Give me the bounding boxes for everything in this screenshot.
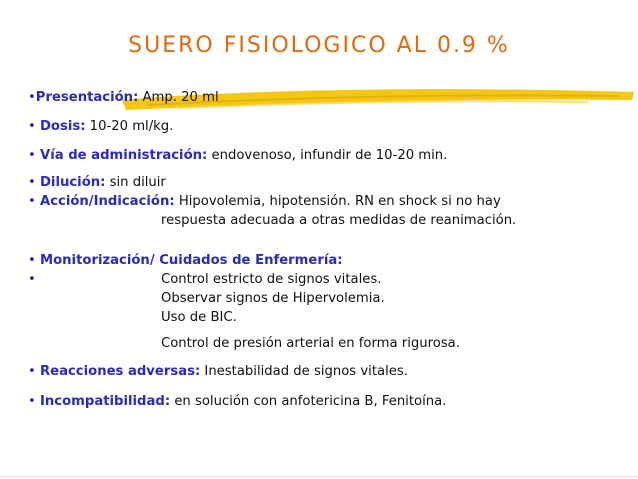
dosis-value: 10-20 ml/kg.: [85, 119, 174, 134]
monitorizacion-bullet: [28, 271, 36, 288]
monitorizacion-line: Uso de BIC.: [161, 310, 237, 325]
accion-value: Hipovolemia, hipotensión. RN en shock si no hay: [174, 194, 501, 209]
accion-key: Acción/Indicación:: [39, 194, 175, 209]
item-dosis: [28, 118, 173, 135]
reacciones-value: Inestabilidad de signos vitales.: [200, 364, 408, 379]
item-via: [28, 147, 447, 164]
bullet-icon: •: [28, 394, 36, 409]
incompatibilidad-key: Incompatibilidad:: [39, 394, 171, 409]
presentacion-key: Presentación:: [35, 90, 139, 105]
bullet-icon: •: [28, 364, 36, 379]
item-incompatibilidad: [28, 393, 446, 410]
slide-title: SUERO FISIOLOGICO AL 0.9 %: [128, 33, 510, 58]
reacciones-key: Reacciones adversas:: [39, 364, 201, 379]
item-presentacion: [28, 89, 219, 106]
via-key: Vía de administración:: [39, 148, 208, 163]
monitorizacion-line: Control de presión arterial en forma rigurosa.: [161, 336, 460, 351]
dilucion-key: Dilución:: [39, 175, 106, 190]
incompatibilidad-value: en solución con anfotericina B, Fenitoína.: [170, 394, 447, 409]
item-dilucion: [28, 174, 166, 191]
bullet-icon: •: [28, 175, 36, 190]
bullet-icon: •: [28, 148, 36, 163]
bullet-icon: •: [28, 272, 36, 287]
via-value: endovenoso, infundir de 10-20 min.: [207, 148, 448, 163]
accion-continuation: respuesta adecuada a otras medidas de reanimación.: [161, 213, 517, 228]
bottom-divider: [0, 476, 638, 477]
bullet-icon: •: [28, 253, 36, 268]
monitorizacion-key: Monitorización/ Cuidados de Enfermería:: [39, 253, 343, 268]
monitorizacion-line: Control estricto de signos vitales.: [161, 272, 382, 287]
item-reacciones: [28, 363, 408, 380]
monitorizacion-line: Observar signos de Hipervolemia.: [161, 291, 385, 306]
dilucion-value: sin diluir: [105, 175, 166, 190]
item-monitorizacion: [28, 252, 343, 269]
presentacion-value: Amp. 20 ml: [138, 90, 219, 105]
item-accion: [28, 193, 501, 210]
bullet-icon: •: [28, 90, 36, 105]
bullet-icon: •: [28, 194, 36, 209]
dosis-key: Dosis:: [39, 119, 86, 134]
bullet-icon: •: [28, 119, 36, 134]
